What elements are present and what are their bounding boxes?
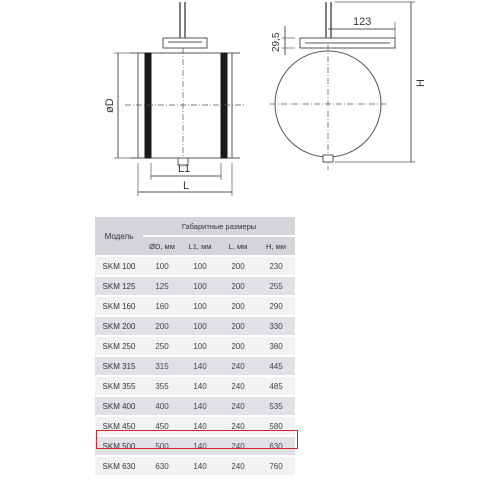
- l-cell: 240: [219, 417, 257, 435]
- table-row: [95, 457, 295, 475]
- l1-cell: 140: [181, 357, 219, 375]
- dimensions-group-header: Габаритные размеры: [181, 221, 257, 231]
- l1-cell: 140: [181, 457, 219, 475]
- table-row: [95, 397, 295, 415]
- l-cell: 200: [219, 337, 257, 355]
- model-cell: SKM 250: [95, 337, 143, 355]
- model-cell: SKM 400: [95, 397, 143, 415]
- table-row: [95, 337, 295, 355]
- d-cell: 250: [143, 337, 181, 355]
- front-view: [270, 2, 415, 170]
- dim-h-label: H: [415, 79, 427, 87]
- col-header-d: ØD, мм: [143, 237, 181, 255]
- l-cell: 240: [219, 377, 257, 395]
- model-cell: SKM 100: [95, 257, 143, 275]
- table-row: [95, 257, 295, 275]
- d-cell: 500: [143, 437, 181, 455]
- l-cell: 240: [219, 437, 257, 455]
- l1-cell: 100: [181, 337, 219, 355]
- d-cell: 315: [143, 357, 181, 375]
- h-cell: 760: [257, 457, 295, 475]
- table-row: [95, 317, 295, 335]
- d-cell: 200: [143, 317, 181, 335]
- dim-123-label: 123: [353, 16, 372, 28]
- h-cell: 330: [257, 317, 295, 335]
- table-row: [95, 297, 295, 315]
- h-cell: 255: [257, 277, 295, 295]
- table-row: [95, 277, 295, 295]
- d-cell: 630: [143, 457, 181, 475]
- col-header-l: L, мм: [219, 237, 257, 255]
- l1-cell: 100: [181, 297, 219, 315]
- dim-l1-label: L1: [178, 163, 191, 175]
- l-cell: 240: [219, 397, 257, 415]
- l1-cell: 100: [181, 317, 219, 335]
- d-cell: 100: [143, 257, 181, 275]
- model-cell: SKM 315: [95, 357, 143, 375]
- dim-29-5-label: 29,5: [271, 32, 282, 52]
- d-cell: 160: [143, 297, 181, 315]
- h-cell: 445: [257, 357, 295, 375]
- l1-cell: 140: [181, 397, 219, 415]
- model-cell: SKM 355: [95, 377, 143, 395]
- h-cell: 380: [257, 337, 295, 355]
- dim-d-label: øD: [104, 98, 116, 113]
- l1-cell: 140: [181, 437, 219, 455]
- l1-cell: 100: [181, 277, 219, 295]
- h-cell: 290: [257, 297, 295, 315]
- model-cell: SKM 630: [95, 457, 143, 475]
- table-row: [95, 357, 295, 375]
- col-header-h: H, мм: [257, 237, 295, 255]
- l1-cell: 140: [181, 417, 219, 435]
- l-cell: 200: [219, 297, 257, 315]
- model-cell: SKM 125: [95, 277, 143, 295]
- h-cell: 535: [257, 397, 295, 415]
- l-cell: 200: [219, 277, 257, 295]
- l1-cell: 100: [181, 257, 219, 275]
- d-cell: 400: [143, 397, 181, 415]
- model-cell: SKM 450: [95, 417, 143, 435]
- h-cell: 630: [257, 437, 295, 455]
- h-cell: 230: [257, 257, 295, 275]
- d-cell: 355: [143, 377, 181, 395]
- model-cell: SKM 160: [95, 297, 143, 315]
- dim-l-label: L: [183, 180, 190, 192]
- model-header: Модель: [104, 231, 134, 241]
- l-cell: 240: [219, 457, 257, 475]
- table-row: [95, 377, 295, 395]
- technical-drawing: [0, 0, 500, 205]
- l-cell: 240: [219, 357, 257, 375]
- col-header-l1: L1, мм: [181, 237, 219, 255]
- h-cell: 485: [257, 377, 295, 395]
- h-cell: 580: [257, 417, 295, 435]
- model-cell: SKM 500: [95, 437, 143, 455]
- l-cell: 200: [219, 257, 257, 275]
- model-cell: SKM 200: [95, 317, 143, 335]
- d-cell: 125: [143, 277, 181, 295]
- l-cell: 200: [219, 317, 257, 335]
- highlight-box: [96, 430, 298, 449]
- l1-cell: 140: [181, 377, 219, 395]
- d-cell: 450: [143, 417, 181, 435]
